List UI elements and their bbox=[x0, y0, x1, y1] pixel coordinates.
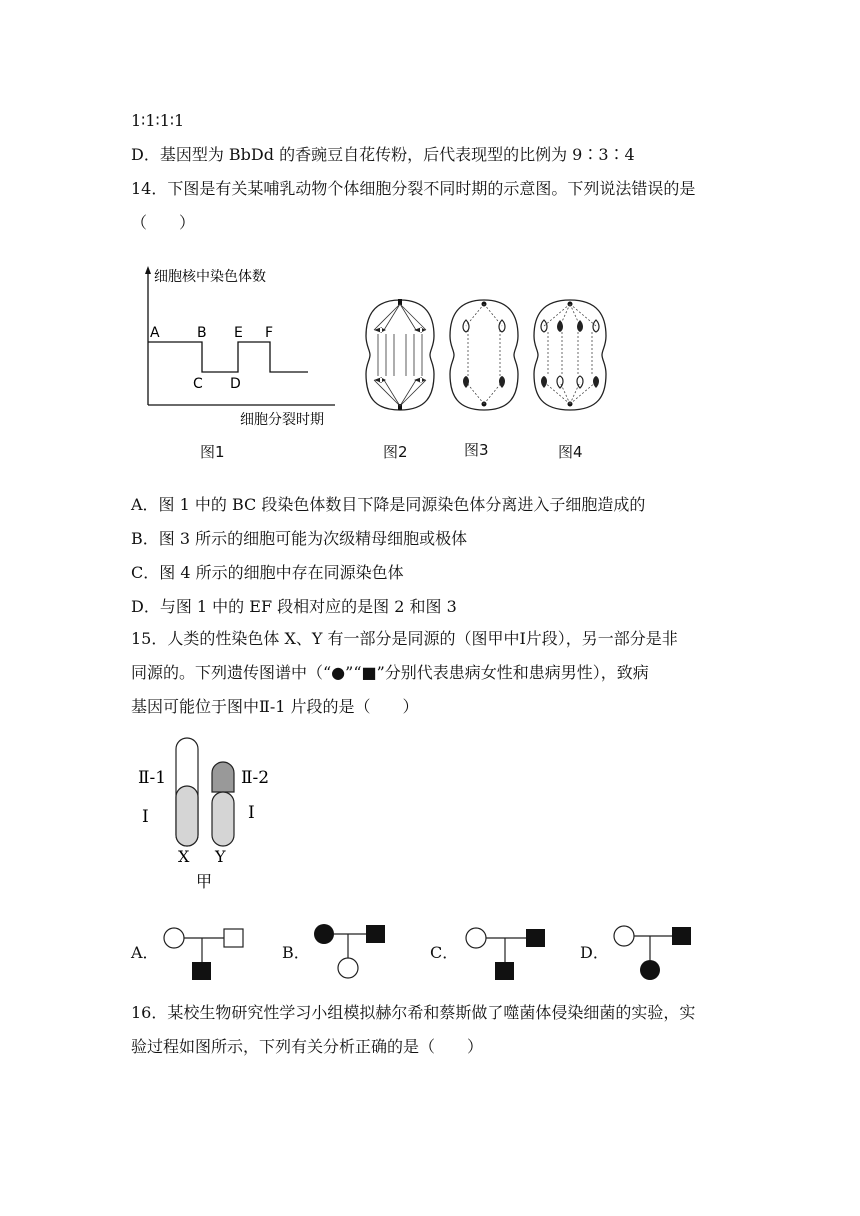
fig4-caption: 图4 bbox=[558, 443, 583, 461]
ratio-line: 1∶1∶1∶1 bbox=[131, 111, 185, 130]
q14-option-d: D．与图 1 中的 EF 段相对应的是图 2 和图 3 bbox=[131, 597, 457, 616]
fig1-point-b: B bbox=[197, 325, 207, 341]
question-15-line1: 15．人类的性染色体 X、Y 有一部分是同源的（图甲中Ⅰ片段），另一部分是非 bbox=[131, 629, 678, 648]
label-y: Y bbox=[215, 847, 226, 866]
fig1-point-d: D bbox=[230, 376, 241, 392]
figure-jia-chromosomes bbox=[130, 734, 290, 894]
fig1-point-f: F bbox=[265, 325, 274, 341]
fig2-caption: 图2 bbox=[383, 443, 408, 461]
fig3-caption: 图3 bbox=[464, 441, 489, 459]
q14-option-a: A．图 1 中的 BC 段染色体数目下降是同源染色体分离进入子细胞造成的 bbox=[131, 495, 646, 514]
question-16-line1: 16．某校生物研究性学习小组模拟赫尔希和蔡斯做了噬菌体侵染细菌的实验，实 bbox=[131, 1003, 696, 1022]
pedigree-option-d-label: D． bbox=[580, 943, 609, 962]
pedigree-option-c-label: C． bbox=[430, 943, 459, 962]
fig1-xlabel: 细胞分裂时期 bbox=[240, 412, 324, 428]
fig1-point-a: A bbox=[150, 325, 160, 341]
q14-option-c: C．图 4 所示的细胞中存在同源染色体 bbox=[131, 563, 404, 582]
fig1-caption: 图1 bbox=[200, 443, 225, 461]
pedigree-d bbox=[608, 922, 700, 984]
fig1-point-e: E bbox=[234, 325, 243, 341]
fig1-ylabel: 细胞核中染色体数 bbox=[154, 269, 266, 285]
fig1-point-c: C bbox=[193, 376, 203, 392]
figure-2-cell bbox=[360, 296, 440, 414]
label-i-right: Ⅰ bbox=[248, 803, 255, 823]
pedigree-b bbox=[308, 920, 398, 984]
question-15-line3: 基因可能位于图中Ⅱ-1 片段的是（ ） bbox=[131, 697, 419, 716]
pedigree-option-a-label: A． bbox=[131, 943, 159, 962]
label-ii-2: Ⅱ-2 bbox=[241, 768, 270, 788]
question-15-line2: 同源的。下列遗传图谱中（“●”“■”分别代表患病女性和患病男性），致病 bbox=[131, 663, 649, 682]
pedigree-c bbox=[458, 924, 552, 984]
pedigree-option-b-label: B． bbox=[282, 943, 310, 962]
question-16-line2: 验过程如图所示，下列有关分析正确的是（ ） bbox=[131, 1037, 484, 1056]
figure-3-cell bbox=[444, 296, 524, 414]
option-d-prev: D．基因型为 BbDd 的香豌豆自花传粉，后代表现型的比例为 9∶3∶4 bbox=[131, 145, 635, 164]
label-ii-1: Ⅱ-1 bbox=[138, 768, 167, 788]
figure-4-cell bbox=[528, 296, 612, 414]
question-14-stem: 14．下图是有关某哺乳动物个体细胞分裂不同时期的示意图。下列说法错误的是 bbox=[131, 179, 696, 198]
label-i-left: Ⅰ bbox=[142, 807, 149, 827]
label-x: X bbox=[178, 847, 190, 866]
pedigree-a bbox=[158, 924, 248, 984]
figure-1-chart bbox=[130, 258, 340, 458]
caption-jia: 甲 bbox=[196, 872, 213, 891]
question-14-paren: （ ） bbox=[131, 213, 196, 232]
q14-option-b: B．图 3 所示的细胞可能为次级精母细胞或极体 bbox=[131, 529, 468, 548]
